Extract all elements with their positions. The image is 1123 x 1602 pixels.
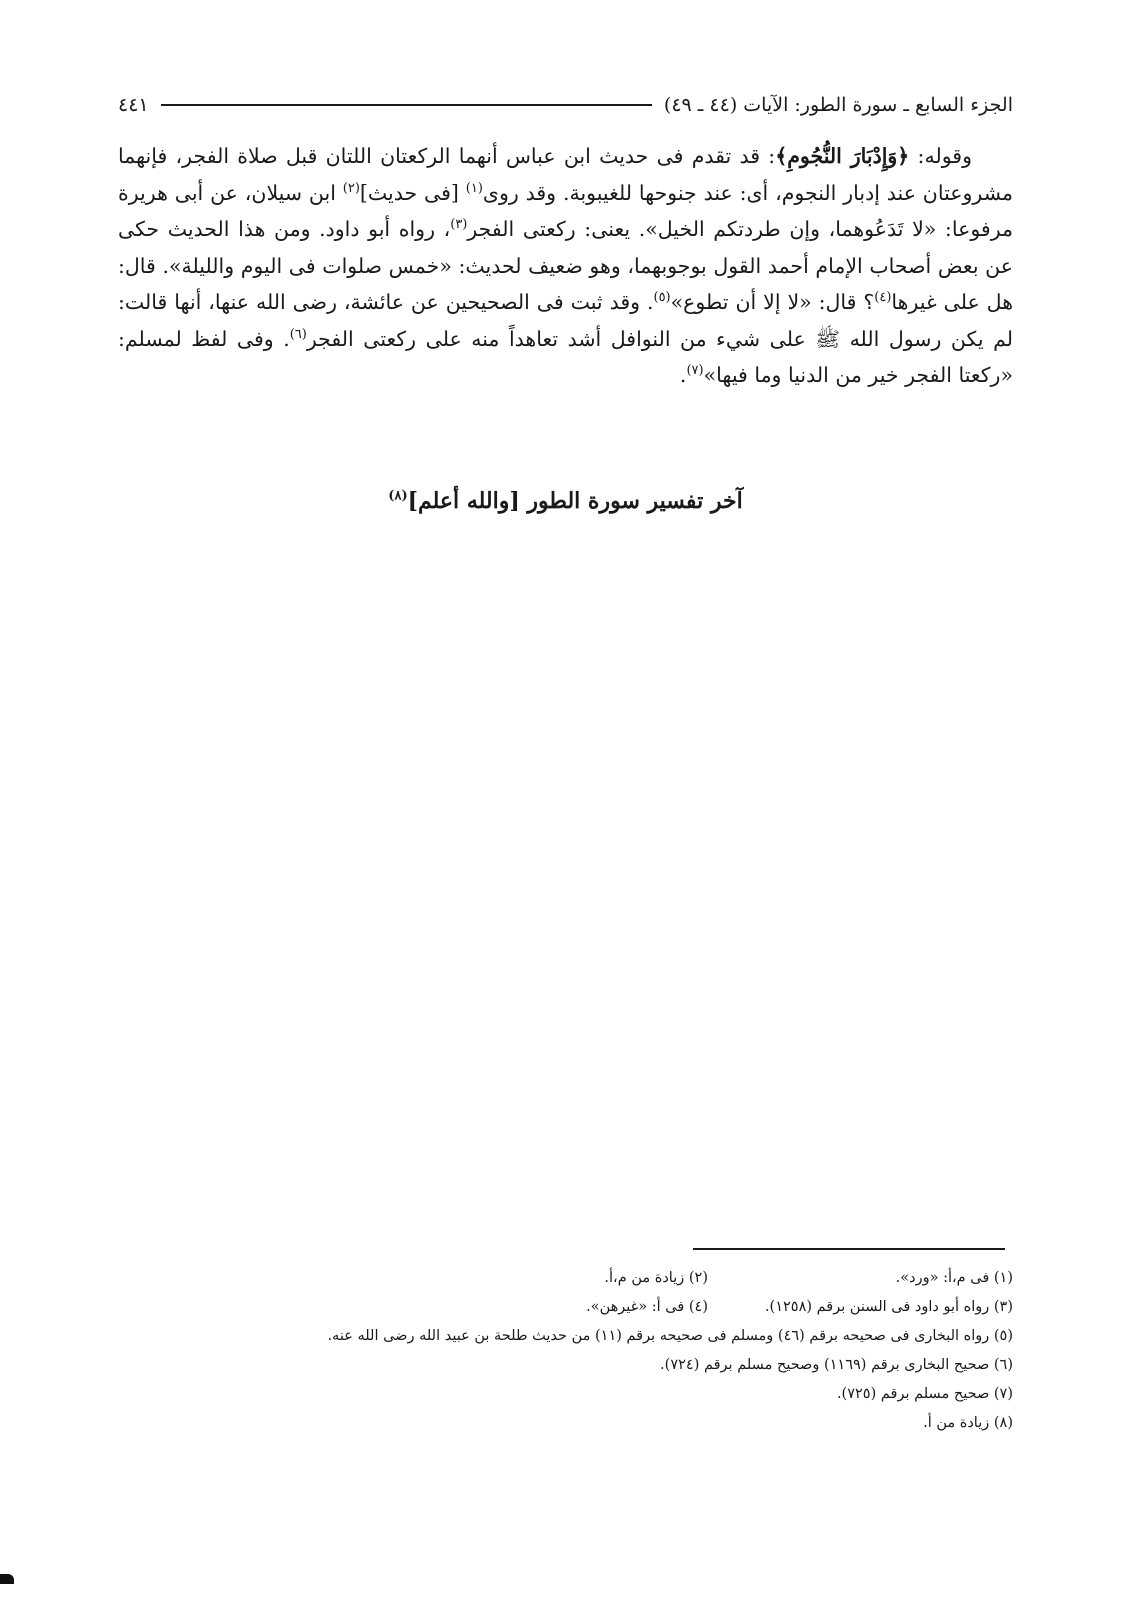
paragraph (118, 138, 1013, 394)
text-segment: . وقد ثبت فى الصحيحين عن عائشة، رضى الله عنها، أنها قالت: لم يكن رسول الله ﷺ على شيء من النوافل أشد تعاهداً منه على ركعتى الفجر (118, 290, 1013, 351)
closing-text: آخر تفسير سورة الطور [والله أعلم] (407, 488, 743, 514)
text-segment: [فى حديث] (359, 180, 466, 205)
footnotes (180, 1264, 1013, 1438)
footnote-8: (٨) زيادة من أ. (923, 1415, 1013, 1431)
footnote-ref: (٦) (289, 326, 307, 342)
text-segment: . وفى لفظ لمسلم: «ركعتا الفجر خير من الدنيا وما فيها» (118, 326, 1013, 387)
footnote-1: (١) فى م،أ: «ورد». (895, 1270, 1013, 1286)
footnote-ref: (٢) (342, 180, 360, 196)
body-text (118, 138, 1013, 394)
running-header (118, 88, 1013, 122)
footnote-5: (٥) رواه البخارى فى صحيحه برقم (٤٦) ومسلم فى صحيحه برقم (١١) من حديث طلحة بن عبيد الله رضى الله عنه. (327, 1328, 1013, 1344)
footnote-row (180, 1264, 1013, 1293)
footnote-ref: (٧) (686, 363, 704, 379)
scan-corner-mark (0, 1574, 14, 1584)
text-segment: ، رواه أبو داود. ومن هذا الحديث حكى عن بعض أصحاب الإمام أحمد القول بوجوبهما، وهو ضعيف لحديث: «خمس صلوات فى اليوم والليلة». قال: هل على غيرها (118, 217, 1013, 314)
header-title: الجزء السابع ـ سورة الطور: الآيات (٤٤ ـ ٤٩) (663, 94, 1013, 116)
footnote-ref: (١) (465, 180, 483, 196)
text-segment: : قد تقدم فى حديث ابن عباس أنهما الركعتان اللتان قبل صلاة الفجر، فإنهما مشروعتان عند إدبار النجوم، أى: عند جنوحها للغيبوبة. وقد روى (118, 144, 1013, 205)
surah-closing (118, 488, 1013, 514)
paragraph-intro: وقوله: (909, 144, 972, 168)
footnote-2: (٢) زيادة من م،أ. (604, 1270, 708, 1286)
footnote-7: (٧) صحيح مسلم برقم (٧٢٥). (836, 1386, 1013, 1402)
quran-verse: ﴿وَإِدْبَارَ النُّجُومِ﴾ (775, 144, 910, 168)
text-segment: . (679, 363, 687, 387)
footnote-divider (693, 1248, 1005, 1250)
text-segment: ابن سيلان، عن أبى هريرة مرفوعا: «لا تَدَعُوهما، وإن طردتكم الخيل». يعنى: ركعتى الفجر (118, 180, 1013, 241)
footnote-ref: (٨) (388, 488, 408, 504)
header-rule (161, 104, 652, 106)
footnote-row (180, 1293, 1013, 1322)
footnote-ref: (٤) (874, 290, 892, 306)
page-number: ٤٤١ (118, 94, 149, 116)
footnote-4: (٤) فى أ: «غيرهن». (586, 1299, 708, 1315)
text-segment: ؟ قال: «لا إلا أن تطوع» (670, 290, 875, 314)
footnote-3: (٣) رواه أبو داود فى السنن برقم (١٢٥٨). (764, 1299, 1013, 1315)
footnote-ref: (٣) (450, 217, 468, 233)
footnote-6: (٦) صحيح البخارى برقم (١١٦٩) وصحيح مسلم برقم (٧٢٤). (660, 1357, 1013, 1373)
footnote-ref: (٥) (653, 290, 671, 306)
